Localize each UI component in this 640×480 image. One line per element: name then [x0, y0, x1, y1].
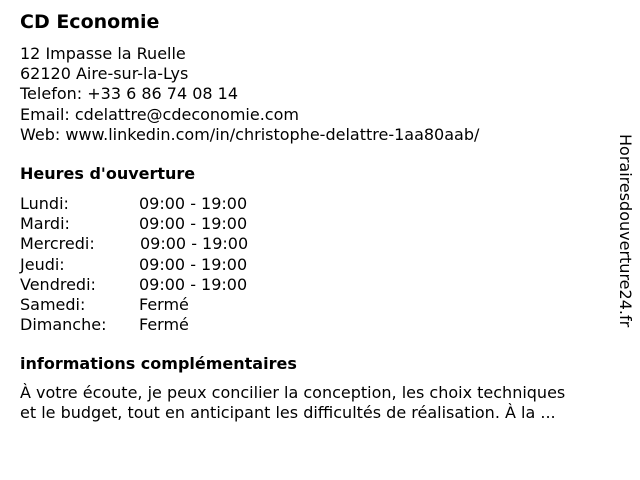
address-city: 62120 Aire-sur-la-Lys	[20, 64, 189, 84]
brand-text: Horairesdouverture24.fr	[616, 134, 635, 328]
opening-hours-heading: Heures d'ouverture	[20, 164, 196, 183]
description-line: À votre écoute, je peux concilier la conception, les choix techniques	[20, 383, 566, 402]
time-value: 09:00 - 19:00	[139, 194, 248, 213]
description-line: et le budget, tout en anticipant les difficultés de réalisation. À la ...	[20, 403, 556, 423]
additional-info-heading: informations complémentaires	[20, 354, 297, 373]
day-label: Mercredi:	[20, 234, 95, 254]
time-value: 09:00 - 19:00	[139, 254, 248, 274]
time-value: Fermé	[139, 294, 189, 314]
day-label: Dimanche:	[20, 315, 107, 335]
day-label: Samedi:	[20, 294, 86, 314]
vertical-brand-watermark	[614, 134, 636, 370]
day-label: Lundi:	[20, 194, 69, 213]
day-label: Jeudi:	[20, 254, 65, 274]
contact-block	[20, 44, 479, 145]
day-label: Mardi:	[20, 214, 70, 234]
description-text	[20, 383, 620, 423]
time-value: 09:00 - 19:00	[140, 234, 249, 254]
day-label: Vendredi:	[20, 274, 96, 294]
web-line: Web: www.linkedin.com/in/christophe-delattre-1aa80aab/	[20, 124, 480, 144]
time-value: 09:00 - 19:00	[139, 274, 248, 294]
business-name: CD Economie	[20, 11, 160, 33]
phone-line: Telefon: +33 6 86 74 08 14	[20, 84, 239, 104]
email-line: Email: cdelattre@cdeconomie.com	[20, 104, 299, 124]
time-value: Fermé	[139, 315, 189, 335]
address-street: 12 Impasse la Ruelle	[20, 44, 186, 63]
time-value: 09:00 - 19:00	[139, 214, 248, 234]
